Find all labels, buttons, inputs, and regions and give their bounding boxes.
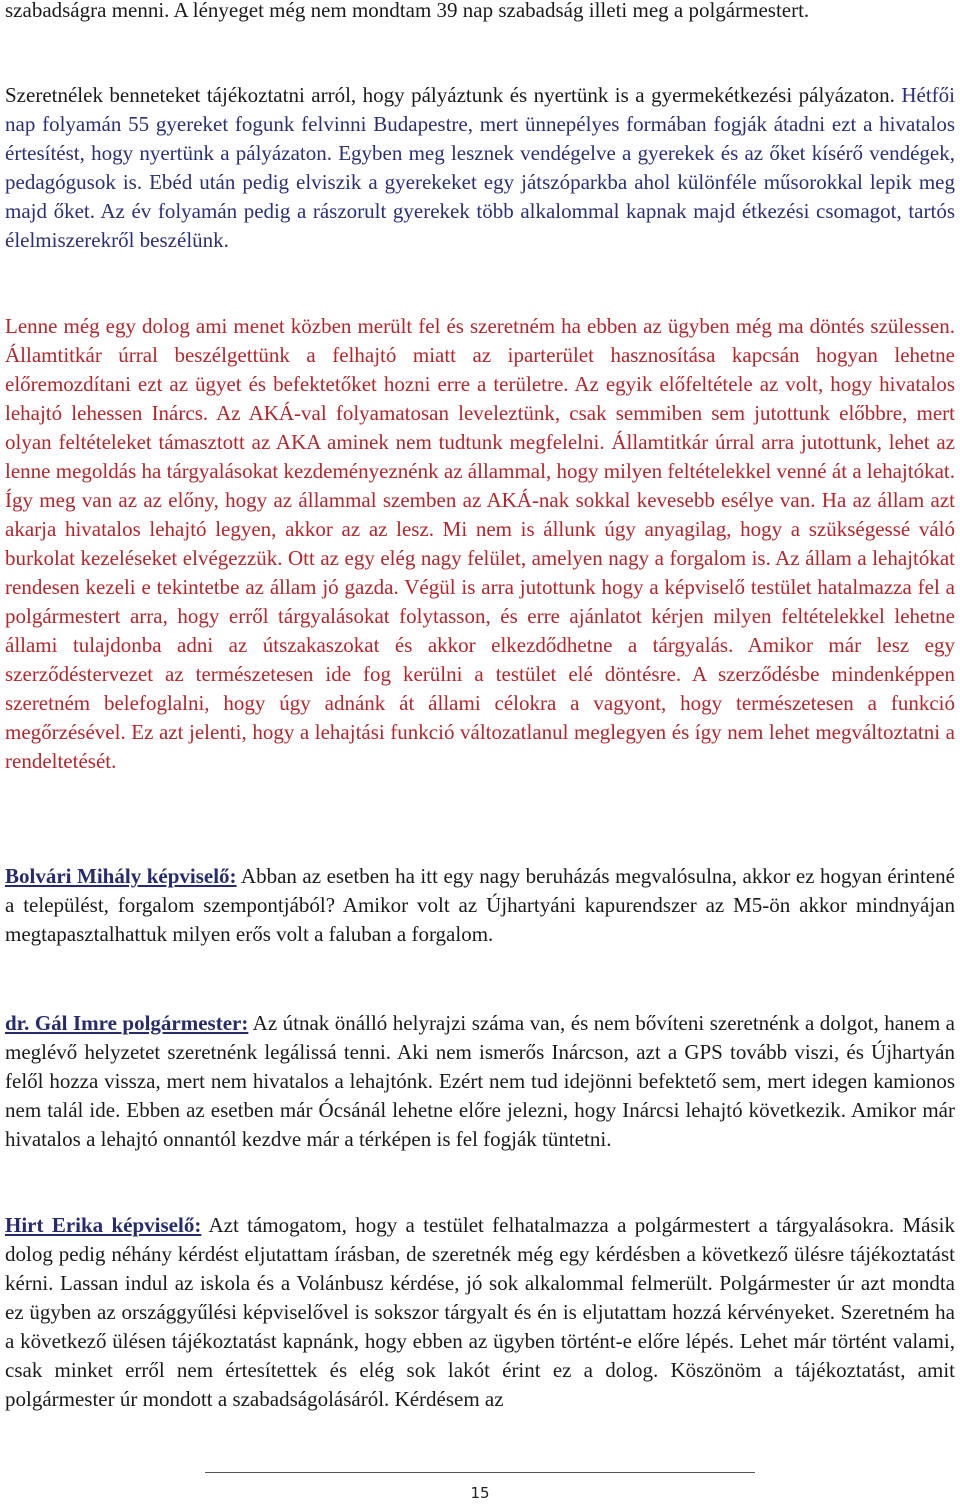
paragraph-gal bbox=[5, 1009, 955, 1154]
paragraph-3 bbox=[5, 312, 955, 776]
paragraph-3-text: Lenne még egy dolog ami menet közben merült fel és szeretném ha ebben az ügyben még ma döntés szülessen. Államtitkár úrral beszélgettünk a felhajtó miatt az iparterület hasznosítása kapcsán hogyan lehetne előremozdítani ezt az ügyet és befektetőket hozni erre a területre. Az egyik előfeltétele az volt, hogy hivatalos lehajtó lehessen Inárcs. Az AKÁ-val folyamatosan leveleztünk, csak semmiben sem jutottunk előbbre, mert olyan feltételeket támasztott az AKA aminek nem tudtunk megfelelni. Államtitkár úrral arra jutottunk, lehet az lenne megoldás ha tárgyalásokat kezdeményeznénk az állammal, hogy milyen feltételekkel venné át a lehajtókat. Így meg van az az előny, hogy az állammal szemben az AKÁ-nak sokkal kevesebb esélye van. Ha az állam azt akarja hivatalos lehajtó legyen, akkor az az lesz. Mi nem is állunk úgy anyagilag, hogy a szükségessé váló burkolat kezeléseket elvégezzük. Ott az egy elég nagy felület, amelyen nagy a forgalom is. Az állam a lehajtókat rendesen kezeli e tekintetbe az állam jó gazda. Végül is arra jutottunk hogy a képviselő testület hatalmazza fel a polgármestert arra, hogy erről tárgyalásokat folytasson, és erre ajánlatot kérjen milyen feltételekkel lehetne állami tulajdonba adni az útszakaszokat és akkor elkezdődhetne a tárgyalás. Amikor már lesz egy szerződéstervezet az természetesen ide fog kerülni a testület elé döntésre. A szerződésbe mindenképpen szeretném belefoglalni, hogy úgy adnánk át állami célokra a vagyont, hogy természetesen a funkció megőrzésével. Ez azt jelenti, hogy a lehajtási funkció változatlanul meglegyen és így nem lehet megváltoztatni a rendeltetését. bbox=[5, 314, 955, 773]
paragraph-1 bbox=[5, 0, 955, 25]
speaker-name: Hirt Erika képviselő: bbox=[5, 1213, 202, 1237]
paragraph-hirt bbox=[5, 1211, 955, 1414]
paragraph-2-text-black: Szeretnélek benneteket tájékoztatni arról, hogy pályáztunk és nyertünk is a gyermekétkezési pályázaton. bbox=[5, 83, 895, 107]
speaker-text: Azt támogatom, hogy a testület felhatalmazza a polgármestert a tárgyalásokra. Másik dolog pedig néhány kérdést eljutattam írásban, de szeretnék még egy kérdésben a következő ülésre tájékoztatást kérni. Lassan indul az iskola és a Volánbusz kérdése, jó sok alkalommal felmerült. Polgármester úr azt mondta ez ügyben az országgyűlési képviselővel is sokszor tárgyalt és én is eljutattam hozzá kérvényeket. Szeretném ha a következő ülésen tájékoztatást kapnánk, hogy ebben az ügyben történt-e előre lépés. Lehet már történt valami, csak minket erről nem értesítettek és elég sok lakót érint ez a dolog. Köszönöm a tájékoztatást, amit polgármester úr mondott a szabadságolásáról. Kérdésem az bbox=[5, 1213, 955, 1411]
paragraph-bolvari bbox=[5, 862, 955, 949]
speaker-text: Az útnak önálló helyrajzi száma van, és nem bővíteni szeretnénk a dolgot, hanem a meglévő helyzetet szeretnénk legálissá tenni. Aki nem ismerős Inárcson, azt a GPS tovább viszi, és Újhartyán felől hozza vissza, mert nem hivatalos a lehajtónk. Ezért nem tud idejönni befektető sem, mert idegen kamionos nem talál ide. Ebben az esetben már Ócsánál lehetne előre jelezni, hogy Inárcsi lehajtó következik. Amikor már hivatalos a lehajtó onnantól kezdve már a térképen is fel fogják tüntetni. bbox=[5, 1011, 955, 1151]
paragraph-2-text-blue: Hétfői nap folyamán 55 gyereket fogunk felvinni Budapestre, mert ünnepélyes formában fogják átadni ezt a hivatalos értesítést, hogy nyertünk a pályázaton. Egyben meg lesznek vendégelve a gyerekek és az őket kísérő vendégek, pedagógusok is. Ebéd után pedig elviszik a gyerekeket egy játszóparkba ahol különféle műsorokkal lepik meg majd őket. Az év folyamán pedig a rászorult gyerekek több alkalommal kapnak majd étkezési csomagot, tartós élelmiszerekről beszélünk. bbox=[5, 83, 955, 252]
speaker-name: Bolvári Mihály képviselő: bbox=[5, 864, 237, 888]
paragraph-1-text: szabadságra menni. A lényeget még nem mondtam 39 nap szabadság illeti meg a polgármestert. bbox=[5, 0, 810, 22]
paragraph-2 bbox=[5, 81, 955, 255]
page-number: 15 bbox=[470, 1484, 490, 1502]
speaker-text: Abban az esetben ha itt egy nagy beruházás megvalósulna, akkor ez hogyan érintené a települést, forgalom szempontjából? Amikor volt az Újhartyáni kapurendszer az M5-ön akkor mindnyájan megtapasztalhattuk milyen erős volt a faluban a forgalom. bbox=[5, 864, 955, 946]
speaker-name: dr. Gál Imre polgármester: bbox=[5, 1011, 249, 1035]
footer-divider bbox=[205, 1472, 755, 1473]
